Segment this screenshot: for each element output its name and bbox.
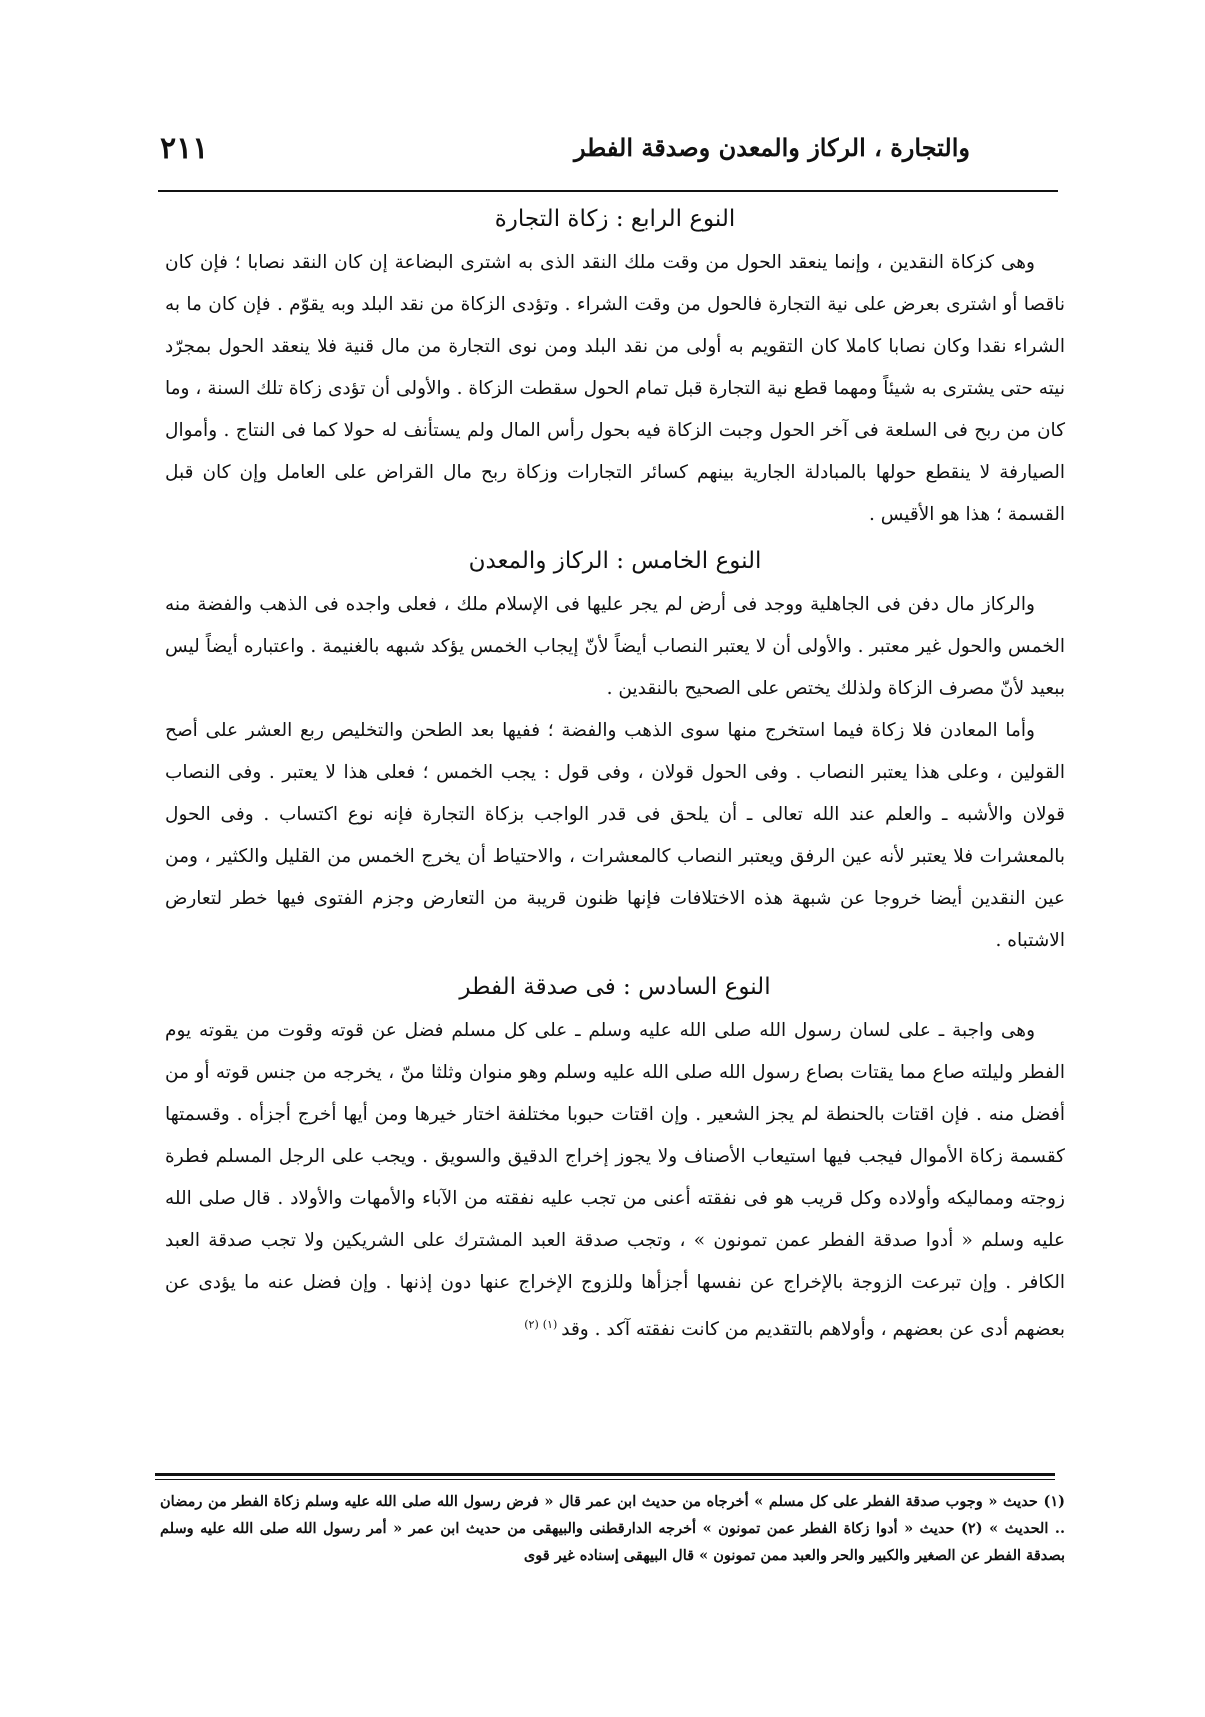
header-divider (158, 190, 1058, 192)
paragraph-fitr-charity: وهى واجبة ـ على لسان رسول الله صلى الله عليه وسلم ـ على كل مسلم فضل عن قوته وقوت من يقوته يوم الفطر وليلته صاع مما يقتات بصاع رسول الله صلى الله عليه وسلم وهو منوان وثلثا منّ ، يخرجه من جنس قوته أو من أفضل منه . فإن اقتات بالحنطة لم يجز الشعير . وإن اقتات حبوبا مختلفة اختار خيرها ومن أيها أخرج أجزأه . وقسمتها كقسمة زكاة الأموال فيجب فيها استيعاب الأصناف ولا يجوز إخراج الدقيق والسويق . ويجب على الرجل المسلم فطرة زوجته ومماليكه وأولاده وكل قريب هو فى نفقته أعنى من تجب عليه نفقته من الآباء والأمهات والأولاد . قال صلى الله عليه وسلم « أدوا صدقة الفطر عمن تمونون » ، وتجب صدقة العبد المشترك على الشريكين ولا تجب صدقة العبد الكافر . وإن تبرعت الزوجة بالإخراج عن نفسها أجزأها وللزوج الإخراج عنها دون إذنها . وإن فضل عنه ما يؤدى عن بعضهم أدى عن بعضهم ، وأولاهم بالتقديم من كانت نفقته آكد . وقد$^{(١)(٢)}$ (165, 1020, 1065, 1341)
section-title-fitr-charity: النوع السادس : فى صدقة الفطر (459, 974, 771, 1000)
section-title-treasure-minerals: النوع الخامس : الركاز والمعدن (468, 548, 762, 574)
footnote-divider-thin (155, 1479, 1055, 1480)
paragraph-trade-zakat: وهى كزكاة النقدين ، وإنما ينعقد الحول من وقت ملك النقد الذى به اشترى البضاعة إن كان النقد نصابا ؛ فإن كان ناقصا أو اشترى بعرض على نية التجارة فالحول من وقت الشراء . وتؤدى الزكاة من نقد البلد وبه يقوّم . فإن كان ما به الشراء نقدا وكان نصابا كاملا كان التقويم به أولى من نقد البلد ومن نوى التجارة من مال قنية فلا ينعقد الحول بمجرّد نيته حتى يشترى به شيئاً ومهما قطع نية التجارة قبل تمام الحول سقطت الزكاة . والأولى أن تؤدى زكاة تلك السنة ، وما كان من ربح فى السلعة فى آخر الحول وجبت الزكاة فيه بحول رأس المال ولم يستأنف له حولا كما فى النتاج . وأموال الصيارفة لا ينقطع حولها بالمبادلة الجارية بينهم كسائر التجارات وزكاة ربح مال القراض على العامل وإن كان قبل القسمة ؛ هذا هو الأقيس . (165, 252, 1065, 525)
section-title-trade-zakat: النوع الرابع : زكاة التجارة (494, 206, 736, 232)
paragraph-minerals: وأما المعادن فلا زكاة فيما استخرج منها سوى الذهب والفضة ؛ ففيها بعد الطحن والتخليص ربع العشر على أصح القولين ، وعلى هذا يعتبر النصاب . وفى الحول قولان ، وفى قول : يجب الخمس ؛ فعلى هذا لا يعتبر . وفى النصاب قولان والأشبه ـ والعلم عند الله تعالى ـ أن يلحق فى قدر الواجب بزكاة التجارة فإنه نوع اكتساب . وفى الحول بالمعشرات فلا يعتبر لأنه عين الرفق ويعتبر النصاب كالمعشرات ، والاحتياط أن يخرج الخمس من القليل والكثير ، ومن عين النقدين أيضا خروجا عن شبهة هذه الاختلافات فإنها ظنون قريبة من التعارض وجزم الفتوى فيها خطر لتعارض الاشتباه . (165, 720, 1065, 951)
page-number: ٢١١ (160, 131, 209, 166)
footnote-divider-thick (155, 1473, 1055, 1476)
footnotes: (١) حديث « وجوب صدقة الفطر على كل مسلم » أخرجاه من حديث ابن عمر قال « فرض رسول الله صلى الله عليه وسلم زكاة الفطر من رمضان .. الحديث » (٢) حديث « أدوا زكاة الفطر عمن تمونون » أخرجه الدارقطنى والبيهقى من حديث ابن عمر « أمر رسول الله صلى الله عليه وسلم بصدقة الفطر عن الصغير والكبير والحر والعبد ممن تمونون » قال البيهقى إسناده غير قوى (160, 1493, 1065, 1564)
footnote-mark-2: (٢) (524, 1318, 539, 1331)
footnote-mark-1: (١) (542, 1318, 558, 1331)
running-title: والتجارة ، الركاز والمعدن وصدقة الفطر (573, 133, 970, 162)
page-header (160, 125, 1060, 175)
main-content (165, 198, 1065, 1351)
paragraph-treasure: والركاز مال دفن فى الجاهلية ووجد فى أرض لم يجر عليها فى الإسلام ملك ، فعلى واجده فى الذهب والفضة منه الخمس والحول غير معتبر . والأولى أن لا يعتبر النصاب أيضاً لأنّ إيجاب الخمس يؤكد شبهه بالغنيمة . واعتباره أيضاً ليس ببعيد لأنّ مصرف الزكاة ولذلك يختص على الصحيح بالنقدين . (165, 594, 1065, 699)
